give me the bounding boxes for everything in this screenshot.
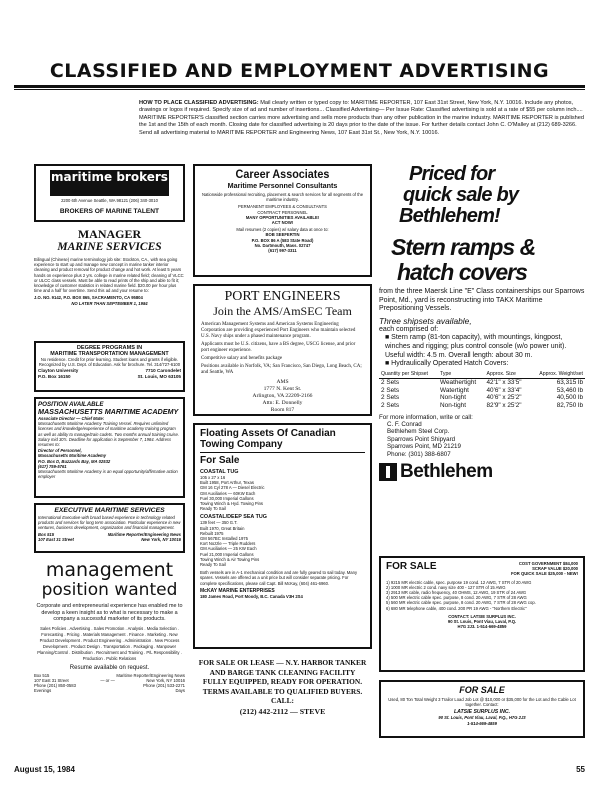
bethlehem-three: Three shipsets available,	[379, 315, 472, 326]
exec-left-2: 107 East 31 Street	[38, 536, 74, 542]
footer-date: August 15, 1984	[14, 765, 75, 774]
degree-programs-ad	[34, 341, 185, 392]
degree-body: No residence. Credit for prior learning. Student loans and grants if eligible. Recognized by U.S. Dept. of Education. Ask for brochure. Tel. 314/727-6100	[38, 357, 181, 368]
mass-contact-1: Director of Personnel,	[38, 448, 82, 454]
floating-note: Both vessels are in A-1 mechanical condition and are fully geared to sail today. Many spares. Vessels are offered as a unit price but will consider separate pricing. For complete specifications, please call Capt. Bill McKay, (604) 461-6960.	[200, 570, 358, 586]
hatch-weight-cell: 40,500 lb	[556, 394, 583, 402]
exec-right-1: Maritime Reporter/Engineering News	[107, 531, 181, 537]
hatch-cover-table	[379, 371, 585, 410]
bethlehem-each: each comprised of:	[379, 325, 439, 333]
hatch-size-cell: 40'6" x 25'2"	[486, 394, 522, 402]
hatch-weight-cell: 53,460 lb	[556, 386, 583, 394]
degree-address-row-2	[38, 374, 181, 380]
tug-spec-line: GM Auxiliaries — 60KW Each	[200, 490, 256, 496]
deep-tug-spec-line: Kort Nozzle — Triple Rudders	[200, 541, 256, 547]
bethlehem-bullet-1: ■ Stern ramp (81-ton capacity), with mountings, kingpost, winches and rigging; plus control console (w/o power unit). Useful width: 4.5 m. Overall length: about 30 m.	[385, 334, 567, 359]
mgmt-skills: Sales Policies . Advertising . Sales Promotion . Analysis . Media Selection . Forecasting . Pricing . Materials Management . Finance . Marketing . New Product Development . Product Engineering . Administration . New Process Development . Product Design . Transportation . Packaging . Manpower Planning/Control . Distribution . Recruitment and Training . P/L Responsibility . Production . Public Relations	[37, 625, 182, 661]
deep-tug-spec-line: 139 feet — 350 G.T.	[200, 520, 238, 526]
degree-title: DEGREE PROGRAMS IN	[76, 345, 143, 351]
bethlehem-headline-1: Priced for	[409, 164, 495, 185]
hatch-table-row	[379, 378, 585, 386]
manager-body: Bilingual (Chinese) marine terminology job site: Stockton, CA., with sea going experience to start up and manage new concept in marine tanker interior cleaning and product removal for product change and hot work. At least 5 years hands on experience plus 2 yrs. college in marine related field; cleaning of VLCC or ULCC class vessels. Must be able to read prints of the ship and able to fit it; knowledge of customer statistics in related marine field. $20.00 per hour plus time and a half for overtime. Send this ad and your resume to:	[34, 257, 184, 294]
hatch-table-header	[379, 371, 585, 378]
tug-spec-line: Towing Winch & Hyd. Towing Pins	[200, 501, 263, 507]
bethlehem-ad	[379, 164, 585, 548]
mass-eoe: Massachusetts Maritime Academy is an equal opportunity/affirmative action employer	[38, 469, 178, 480]
port-subtitle: Join the AMS/AmSEC Team	[213, 304, 352, 318]
bethlehem-headline-2: quick sale by	[403, 184, 519, 206]
exec-right-2: New York, NY 10016	[141, 536, 181, 542]
cable-item: 4) 500 MR electric cable spec. purpose, 8 cond. 20 AWG, 7 STR of 28 AWG	[386, 595, 527, 601]
career-title: Career Associates	[235, 167, 330, 181]
latsie2-for-sale: FOR SALE	[459, 685, 505, 695]
mgmt-right-3: Phone (201) 533-2271	[143, 683, 185, 689]
manager-title: MANAGER	[77, 228, 142, 241]
massachusetts-academy-ad	[34, 397, 185, 498]
tug-spec-line: Fuel 30,000 Imperial Gallons	[200, 495, 254, 501]
mass-contact-4: (617) 759-5761	[38, 463, 67, 469]
degree-left-1: Clayton University	[38, 368, 79, 374]
deep-tug-spec-line: Ready To Sail	[200, 562, 226, 568]
latsie2-tel: 1-514-669-4859	[467, 720, 497, 726]
floating-address: 180 James Road, Port Moody, B.C. Canada V3H 2S4	[200, 593, 303, 599]
latsie-tel: H7G 2J3. 1-514-669-4859	[457, 624, 507, 630]
port-title: PORT ENGINEERS	[224, 289, 341, 304]
manager-contact: J.O. NO. 9142, P.O. BOX 865, SACRAMENTO, CA 95804	[34, 295, 143, 301]
mgmt-left-2: 107 East 31 Street	[34, 677, 69, 683]
mass-subtitle: Associate Director — Chief Mate:	[38, 416, 105, 421]
port-contact-4: Attn: E. Donnelly	[262, 400, 303, 406]
floating-divider	[200, 452, 365, 453]
hatch-size-cell: 42'1" x 33'5"	[486, 378, 522, 386]
career-body-1: Nationwide professional recruiting, placement & search services for all segments of the maritime industry.	[201, 192, 364, 203]
hatch-type-cell: Non-tight	[440, 402, 466, 410]
tanker-text: FOR SALE OR LEASE — N.Y. HARBOR TANKER AND BARGE TANK CLEANING FACILITY FULLY EQUIPPED, READY FOR OPERATION. TERMS AVAILABLE TO QUALIFIED BUYERS. CALL:	[198, 658, 367, 706]
mgmt-right-4: Days	[175, 688, 185, 694]
th-size: Approx. Size	[484, 371, 529, 378]
hatch-type-cell: Non-tight	[440, 394, 466, 402]
bethlehem-contact-5: Phone: (301) 388-6807	[387, 450, 451, 458]
port-contact-5: Room 817	[270, 407, 295, 413]
floating-for-sale: For Sale	[200, 455, 240, 466]
mass-position: POSITION AVAILABLE	[38, 401, 104, 408]
bethlehem-intro: from the three Maersk Line "E" Class containerships our Sparrows Point, Md., yard is reconstructing into TAKX Maritime Prepositioning Vessels.	[379, 288, 585, 313]
tug-spec-line: GM 16 Cyl 278 A — Diesel Electric	[200, 485, 265, 491]
mass-contact-2: Massachusetts Maritime Academy	[38, 453, 107, 459]
latsie-quick: FOR QUICK SALE $25,000 - NEW!	[510, 571, 578, 577]
latsie2-body: Used, 80 Ton Total Weight 3 Trailor Load Job Lot @ $10,000 or $35,000 for the Lot and the Cable Lot together. Contact:	[388, 697, 576, 708]
th-weight: Approx. Weight/set	[530, 371, 585, 378]
bethlehem-logo-mark	[379, 463, 397, 481]
port-contact-1: AMS	[276, 379, 289, 385]
bethlehem-headline-5: hatch covers	[397, 259, 527, 285]
tug-spec-line: Ready To Sail	[200, 506, 226, 512]
career-subtitle: Maritime Personnel Consultants	[227, 181, 338, 190]
cable-item: 2) 1000 MR electric 2 cond. navy size 400 - 127 STR of 15 AWG	[386, 584, 506, 590]
mgmt-right-2: New York, NY 10016	[146, 677, 185, 683]
exec-title: EXECUTIVE MARITIME SERVICES	[54, 507, 165, 514]
latsie-prices	[511, 561, 578, 577]
mgmt-left-1: Box 515	[34, 672, 50, 678]
deep-tug-spec-line: GM Auxiliaries — 25 KW Each	[200, 546, 257, 552]
mgmt-address-row-4	[34, 688, 185, 693]
deep-tug-spec-line: Towing Winch & Air Towing Pins	[200, 556, 260, 562]
bethlehem-headline-4: Stern ramps &	[391, 234, 536, 260]
tanker-phone: (212) 442-2112 — STEVE	[239, 706, 326, 716]
mgmt-title-1: management	[45, 560, 174, 581]
mgmt-title-2: position wanted	[41, 580, 178, 600]
floating-deep-heading: COASTAL/DEEP SEA TUG	[200, 514, 267, 521]
career-body-3: CONTRACT PERSONNEL	[257, 209, 308, 215]
how-to-body: Mail clearly written or typed copy to: MARITIME REPORTER, 107 East 31st Street, New York, N.Y. 10016. Include any photos, drawings or logos if required. Specify size of ad and number of insertions... Classified Advertising— Per Issue Rate: Classified advertising is sold at a rate of $55 per column inch.... MARITIME REPORTER'S classified section carries more advertising and sells more products than any other publication in the marine industry. MARITIME REPORTER is published the 1st and the 15th of each month. Closing date for classified advertising is 20 days prior to the date of the issue. For further details contact John C. O'Malley at (212) 689-3266. Send all advertising material to MARITIME REPORTER and Engineering News, 107 East 31st St., New York, N.Y. 10016.	[139, 100, 585, 136]
mgmt-left-4: Evenings	[34, 688, 52, 694]
cable-item: 5) 560 MR electric cable spec. purpose, 8 cond. 20 AWG, 7 STR of 28 AWG cop.	[386, 600, 536, 606]
latsie2-company: LATSIE SURPLUS INC.	[453, 709, 511, 716]
hatch-weight-cell: 63,315 lb	[556, 378, 583, 386]
bethlehem-contact-1: C. F. Conrad	[387, 421, 422, 429]
hatch-table-body	[379, 378, 585, 410]
mgmt-or: — or —	[100, 677, 115, 683]
floating-title: Floating Assets Of Canadian Towing Company	[200, 428, 336, 450]
career-body-2: PERMANENT EMPLOYEES & CONSULTANTS	[238, 204, 327, 210]
port-contact-3: Arlington, VA 22209-2166	[252, 393, 313, 399]
career-contact-4: (617) 997-3311	[268, 248, 297, 254]
mass-body: Massachusetts Maritime Academy Training Vessel. Requires unlimited licenses and knowledge/experience of maritime academy training program as well as ability to manage/train cadets. Two months annual training cruise. Salary mid 30's. Deadline for application is September 7, 1984. Address resumes to:	[38, 421, 179, 448]
tug-spec-line: 105 x 27 x 16	[200, 475, 226, 480]
hatch-type-cell: Watertight	[440, 386, 469, 394]
bethlehem-info: For more information, write or call:	[379, 413, 473, 421]
hatch-type-cell: Weathertight	[440, 378, 477, 386]
mgmt-right-1: Maritime Reporter/Engineering News	[116, 672, 185, 678]
bethlehem-logo-text: Bethlehem	[400, 461, 493, 483]
mass-contact-3: P.O. Box D, Buzzards Bay, MA 02532	[38, 458, 111, 464]
floating-deep-specs	[200, 520, 365, 567]
latsie-header-row	[386, 561, 578, 577]
floating-tug-heading: COASTAL TUG	[200, 469, 239, 475]
deep-tug-spec-line: Built 1970, Great Britain	[200, 525, 245, 531]
how-to-lead: HOW TO PLACE CLASSIFIED ADVERTISING:	[139, 100, 259, 106]
career-contact-3: No. Dartmouth, Mass. 02747	[254, 242, 311, 248]
port-p2: Applicants must be U.S. citizens, have a BS degree, USCG license, and prior port engineer experience.	[201, 342, 356, 353]
cable-item: 6) 680 MR telephone cable, 400 cond. 200 PR 19 AWG - "Northern Electric"	[386, 605, 527, 611]
footer-page-number: 55	[576, 765, 585, 774]
mass-title: MASSACHUSETTS MARITIME ACADEMY	[38, 407, 179, 416]
deep-tug-spec-line: GM 567BC Installed 1975	[200, 536, 248, 542]
hatch-quantity-cell: 2 Sets	[381, 394, 400, 402]
career-associates-ad	[193, 164, 372, 277]
career-body-6: Mail resumes (2 copies) w/ salary data at once to:	[236, 227, 329, 233]
page-title: CLASSIFIED AND EMPLOYMENT ADVERTISING	[49, 60, 550, 82]
degree-right-1: 7710 Carondelet	[145, 368, 181, 374]
header-rule-top	[14, 85, 585, 88]
maritime-brokers-tagline: BROKERS OF MARINE TALENT	[59, 208, 160, 215]
bethlehem-contact-3: Sparrows Point Shipyard	[387, 435, 456, 443]
hatch-weight-cell: 82,750 lb	[556, 402, 583, 410]
logo-inner-bar	[386, 466, 390, 478]
how-to-place-text	[139, 100, 585, 137]
hatch-quantity-cell: 2 Sets	[381, 386, 400, 394]
latsie-trailer-ad	[379, 680, 585, 738]
manager-deadline: NO LATER THAN SEPTEMBER 1, 1984	[71, 300, 148, 306]
mgmt-resume: Resume available on request.	[69, 664, 150, 671]
port-p4: Positions available in Norfolk, VA; San Francisco, San Diego, Long Beach, CA; and Seattle, WA	[201, 364, 362, 375]
latsie-cable-ad	[379, 556, 585, 672]
floating-tug-specs	[200, 475, 365, 511]
maritime-brokers-logo	[50, 170, 169, 196]
cable-item: 3) 2913 MR cable, radio frequency, 40 OHMS, 12 AWG, 19 STR of 24 AWG	[386, 590, 527, 596]
maritime-brokers-logo-text: maritime brokers	[51, 170, 168, 184]
bethlehem-logo	[379, 462, 585, 482]
port-p3: Competitive salary and benefits package	[201, 356, 283, 361]
hatch-quantity-cell: 2 Sets	[381, 378, 400, 386]
cable-item: 1) 9215 MR electric cable, spec. purpose 19 cond. 12 AWG, 7 STR of 20 AWG	[386, 579, 532, 585]
management-position-ad	[34, 560, 185, 740]
latsie2-address: 90 St. Louis, Pont Viau, Laval, P.Q., H7G 2J3	[438, 715, 526, 721]
port-contact-2: 1777 N. Kent St.	[263, 386, 302, 392]
th-type: Type	[438, 371, 484, 378]
maritime-brokers-address: 2200 6th Avenue Seattle, WA 98121 (206) 340-3010	[61, 198, 158, 203]
deep-tug-spec-line: Fuel 21,000 Imperial Gallons	[200, 551, 254, 557]
latsie-scrap: SCRAP VALUE $20,000	[532, 566, 578, 572]
port-p1: American Management Systems and American Systems Engineering Corporation are providing experienced Port Engineers who maintain selected U.S. Navy ships under a phased maintenance program.	[201, 322, 356, 339]
hatch-quantity-cell: 2 Sets	[381, 402, 400, 410]
executive-maritime-ad	[34, 503, 185, 553]
degree-right-2: St. Louis, MO 63105	[137, 374, 181, 379]
exec-body: International Executive with broad based experience in technology related products and services for long term association. Particular experience in new ventures, business development, organization and financial management.	[38, 515, 181, 531]
tug-spec-line: Built 1958, Port Arthur, Texas	[200, 480, 254, 486]
hatch-size-cell: 82'9" x 25'2"	[486, 402, 522, 410]
tanker-facility-ad	[193, 656, 372, 728]
degree-subtitle: MARITIME TRANSPORTATION MANAGEMENT	[50, 351, 169, 357]
hatch-table-row	[379, 386, 585, 394]
hatch-size-cell: 40'6" x 33'4"	[486, 386, 522, 394]
latsie-contact: CONTACT: LATSIE SURPLUS INC.	[448, 613, 516, 619]
th-quantity: Quantity per Shipset	[379, 371, 438, 378]
career-body-5: ACT NOW!	[271, 220, 294, 226]
latsie-for-sale: FOR SALE	[386, 561, 437, 572]
career-contact-1: BOB SEEFERTIN	[265, 232, 300, 238]
exec-address-row-2	[38, 537, 181, 542]
hatch-table-row	[379, 402, 585, 410]
maritime-brokers-ad	[34, 164, 185, 222]
bethlehem-contact-2: Bethlehem Steel Corp.	[387, 428, 450, 436]
bethlehem-headline-3: Bethlehem!	[399, 205, 500, 227]
deep-tug-spec-line: Rebuilt 1975	[200, 530, 224, 536]
career-body-4: MANY OPPORTUNITIES AVAILABLE!	[245, 214, 320, 220]
floating-company: McKAY MARINE ENTERPRISES	[200, 587, 275, 594]
latsie-address: 90 St. Louis, Pont Viau, Laval, P.Q.	[447, 619, 517, 625]
exec-left-1: Box 515	[38, 531, 55, 537]
port-engineers-ad	[193, 284, 372, 416]
manager-marine-services-ad	[34, 228, 185, 337]
manager-subtitle: MARINE SERVICES	[57, 241, 162, 253]
floating-assets-ad	[193, 423, 372, 649]
latsie-cable-list	[386, 580, 578, 611]
mgmt-body: Corporate and entrepreneurial experience has enabled me to develop a keen insight as to what is necessary to make a company a successful marketer of its products.	[36, 603, 183, 623]
degree-left-2: P.O. Box 16150	[38, 374, 71, 379]
header-rule-bottom	[14, 89, 585, 90]
bethlehem-contact-4: Sparrows Point, MD 21219	[387, 443, 461, 451]
latsie-cost: COST GOVERNMENT $84,000	[518, 561, 578, 566]
hatch-table-row	[379, 394, 585, 402]
career-contact-2: P.O. BOX 86 A (583 State Road)	[251, 237, 314, 243]
mgmt-left-3: Phone (201) 850-0583	[34, 683, 76, 689]
bethlehem-bullet-2: ■ Hydraulically Operated Hatch Covers:	[385, 360, 509, 368]
